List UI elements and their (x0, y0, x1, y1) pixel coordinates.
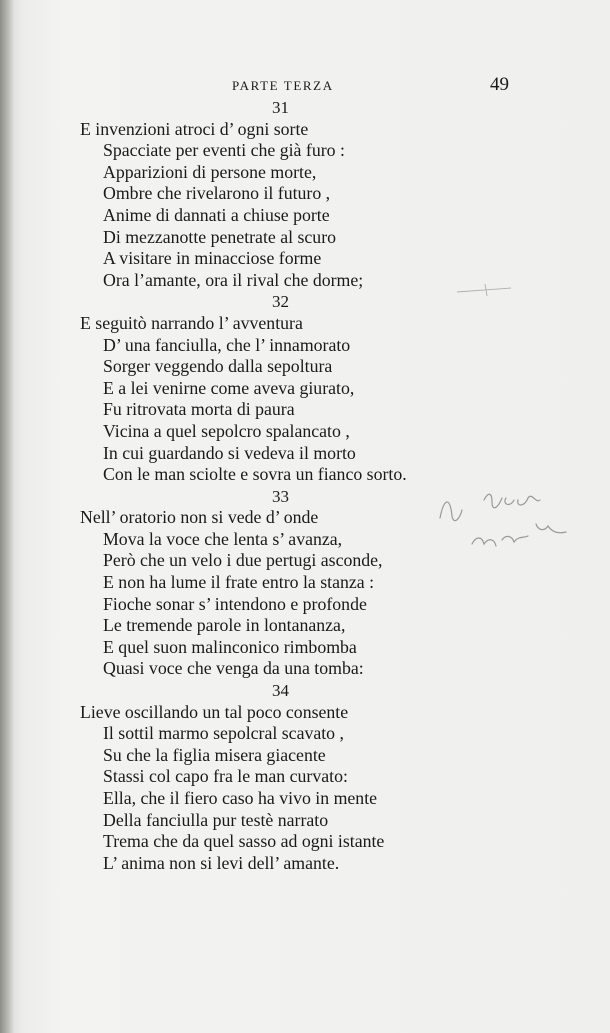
running-head: PARTE TERZA (232, 78, 334, 93)
verse-line: Spacciate per eventi che già furo : (103, 140, 345, 161)
verse-line: Quasi voce che venga da una tomba: (103, 658, 364, 679)
verse-line: E seguitò narrando l’ avventura (80, 312, 303, 333)
verse-line: Fu ritrovata morta di paura (103, 399, 295, 420)
stanza-number: 33 (272, 486, 289, 506)
verse-line: L’ anima non si levi dell’ amante. (103, 852, 340, 873)
verse-line: Della fanciulla pur testè narrato (103, 809, 329, 830)
handwritten-annotation (432, 478, 592, 558)
pencil-mark (455, 282, 515, 298)
verse-line: E quel suon malinconico rimbomba (103, 636, 357, 657)
verse-line: Trema che da quel sasso ad ogni istante (103, 831, 385, 852)
pencil-stroke (455, 282, 515, 298)
verse-line: Su che la figlia misera giacente (103, 744, 326, 765)
page-number: 49 (490, 74, 509, 95)
stanza-number: 34 (272, 681, 289, 701)
verse-line: Però che un velo i due pertugi asconde, (103, 550, 383, 571)
verse-line: Ora l’amante, ora il rival che dorme; (103, 269, 364, 290)
verse-line: A visitare in minacciose forme (103, 248, 322, 269)
stanza-32 (0, 291, 610, 485)
stanza-31 (0, 97, 610, 291)
verse-line: Lieve oscillando un tal poco consente (80, 701, 349, 722)
verse-line: In cui guardando si vedeva il morto (103, 442, 356, 463)
verse-line: E a lei venirne come aveva giurato, (103, 377, 355, 398)
verse-line: Mova la voce che lenta s’ avanza, (103, 528, 343, 549)
verse-line: Sorger veggendo dalla sepoltura (103, 356, 333, 377)
verse-line: E invenzioni atroci d’ ogni sorte (80, 118, 309, 139)
verse-line: Apparizioni di persone morte, (103, 161, 317, 182)
verse-line: Ella, che il fiero caso ha vivo in mente (103, 788, 378, 808)
verse-line: Fioche sonar s’ intendono e profonde (103, 593, 367, 614)
verse-line: Nell’ oratorio non si vede d’ onde (80, 507, 319, 528)
stanza-number: 32 (272, 292, 289, 312)
verse-line: Stassi col capo fra le man curvato: (103, 766, 348, 787)
verse-line: Vicina a quel sepolcro spalancato , (103, 420, 350, 441)
stanza-number: 31 (272, 98, 289, 117)
verse-line: D’ una fanciulla, che l’ innamorato (103, 334, 351, 355)
verse-line: Di mezzanotte penetrate al scuro (103, 226, 337, 247)
verse-line: Ombre che rivelarono il futuro , (103, 183, 331, 204)
verse-line: Le tremende parole in lontananza, (103, 615, 346, 636)
stanza-34 (0, 680, 610, 874)
verse-line: Anime di dannati a chiuse porte (103, 204, 330, 225)
annotation-scribble (432, 478, 592, 558)
verse-line: E non ha lume il frate entro la stanza : (103, 572, 375, 593)
verse-line: Con le man sciolte e sovra un fianco sorto. (103, 464, 407, 485)
verse-line: Il sottil marmo sepolcral scavato , (103, 723, 344, 744)
